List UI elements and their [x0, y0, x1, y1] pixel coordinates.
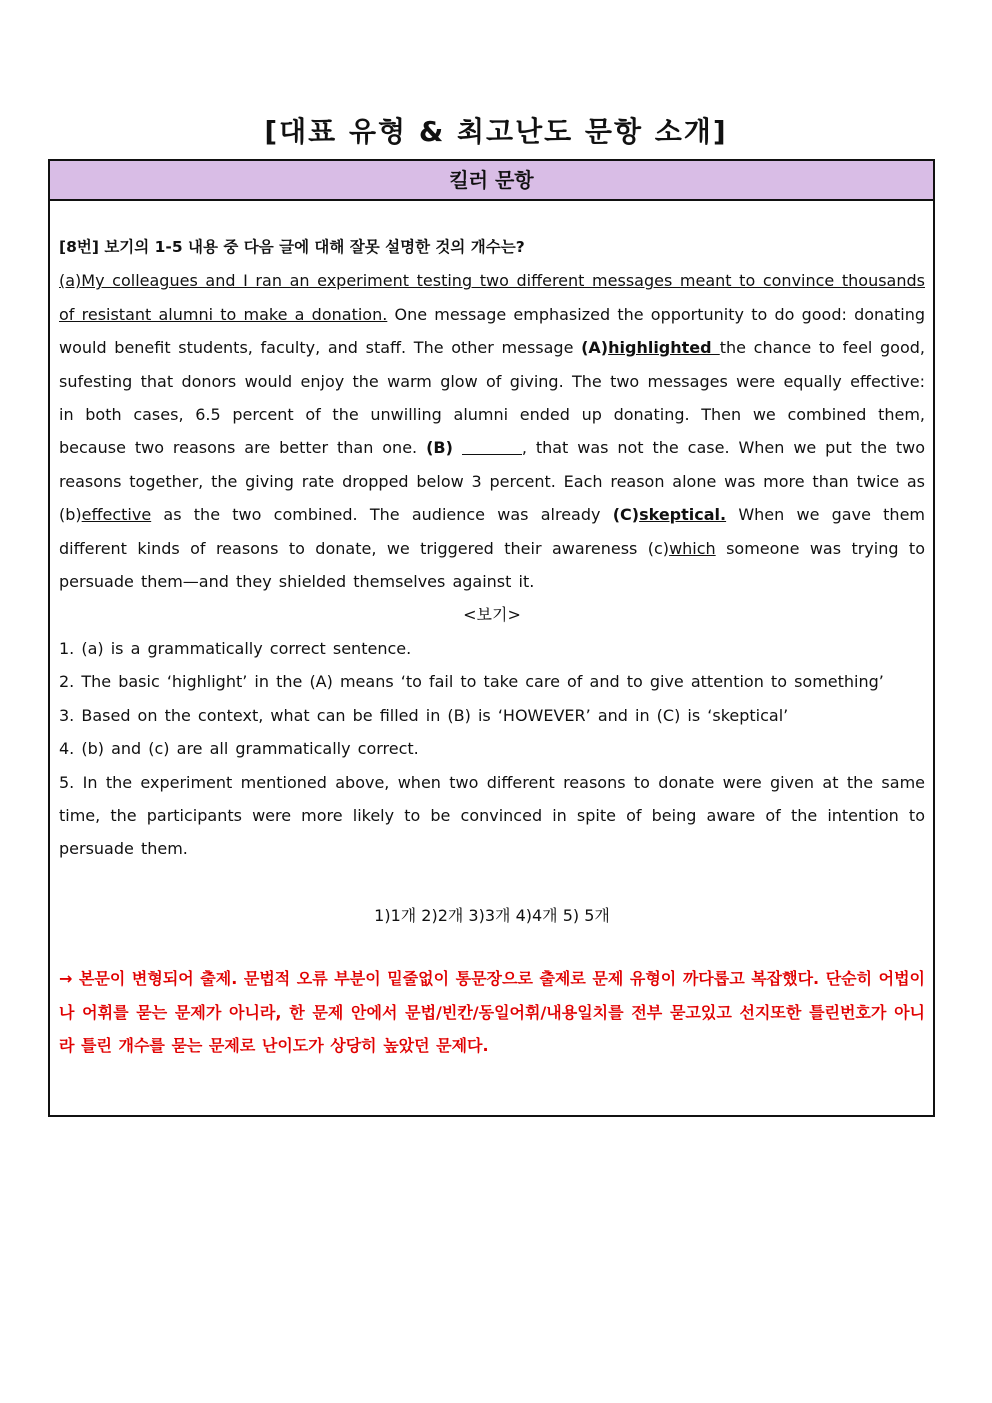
passage-text: the chance to feel good, sufesting that donors would enjoy the warm glow of giving. The two messages were equally effective: in both cases, 6.5 percent of the unwilling alumni ended up donating. Then we combined them, because two reasons are better than one. [59, 338, 925, 458]
passage-text: as the two combined. The audience was already [151, 505, 613, 525]
passage-sentence-a: (a)My colleagues and I ran an experiment testing two different messages meant to convince thousands of resistant alumni to make a donation. [59, 271, 925, 324]
box-header: 킬러 문항 [50, 161, 933, 201]
option-5: 5. In the experiment mentioned above, when two different reasons to donate were given at the same time, the participants were more likely to be convinced in spite of being aware of the intention to persuade them. [59, 772, 925, 859]
answer-choices: 1)1개 2)2개 3)3개 4)4개 5) 5개 [374, 905, 610, 925]
word-effective: effective [81, 505, 152, 525]
blank-B [462, 436, 522, 455]
option-3: 3. Based on the context, what can be filled in (B) is ‘HOWEVER’ and in (C) is ‘skeptical’ [59, 705, 789, 725]
marker-B: (B) [426, 438, 453, 458]
passage-text: When we gave them different kinds of reasons to donate, we triggered their awareness (c) [59, 505, 925, 558]
question-title: [8번] 보기의 1-5 내용 중 다음 글에 대해 잘못 설명한 것의 개수는? [59, 238, 525, 256]
killer-question-box [48, 159, 935, 1117]
option-2: 2. The basic ‘highlight’ in the (A) means ‘to fail to take care of and to give attention to something’ [59, 672, 884, 692]
passage-text: One message emphasized the opportunity to do good: donating would benefit students, faculty, and staff. The other message [59, 304, 925, 358]
passage-text: someone was trying to persuade them—and they shielded themselves against it. [59, 538, 925, 592]
option-1: 1. (a) is a grammatically correct sentence. [59, 638, 412, 658]
marker-A: (A) [581, 338, 609, 358]
word-skeptical: skeptical. [639, 505, 727, 525]
marker-C: (C) [612, 505, 640, 525]
bogi-label: <보기> [463, 605, 521, 625]
commentary-note: → 본문이 변형되어 출제. 문법적 오류 부분이 밑줄없이 통문장으로 출제로 문제 유형이 까다롭고 복잡했다. 단순히 어법이나 어휘를 묻는 문제가 아니라, 한 문제 안에서 문법/빈칸/동일어휘/내용일치를 전부 묻고있고 선지또한 틀린번호가 아니라 틀린 개수를 묻는 문제로 난이도가 상당히 높았던 문제다. [59, 969, 926, 1055]
question-content [50, 201, 933, 1062]
passage-text: , that was not the case. When we put the two reasons together, the giving rate dropped below 3 percent. Each reason alone was more than twice as (b) [59, 438, 925, 525]
word-which: which [669, 538, 716, 558]
page-title: [대표 유형 & 최고난도 문항 소개] [264, 115, 728, 148]
option-4: 4. (b) and (c) are all grammatically correct. [59, 739, 419, 759]
word-highlighted: highlighted [608, 338, 720, 358]
passage [59, 264, 925, 598]
